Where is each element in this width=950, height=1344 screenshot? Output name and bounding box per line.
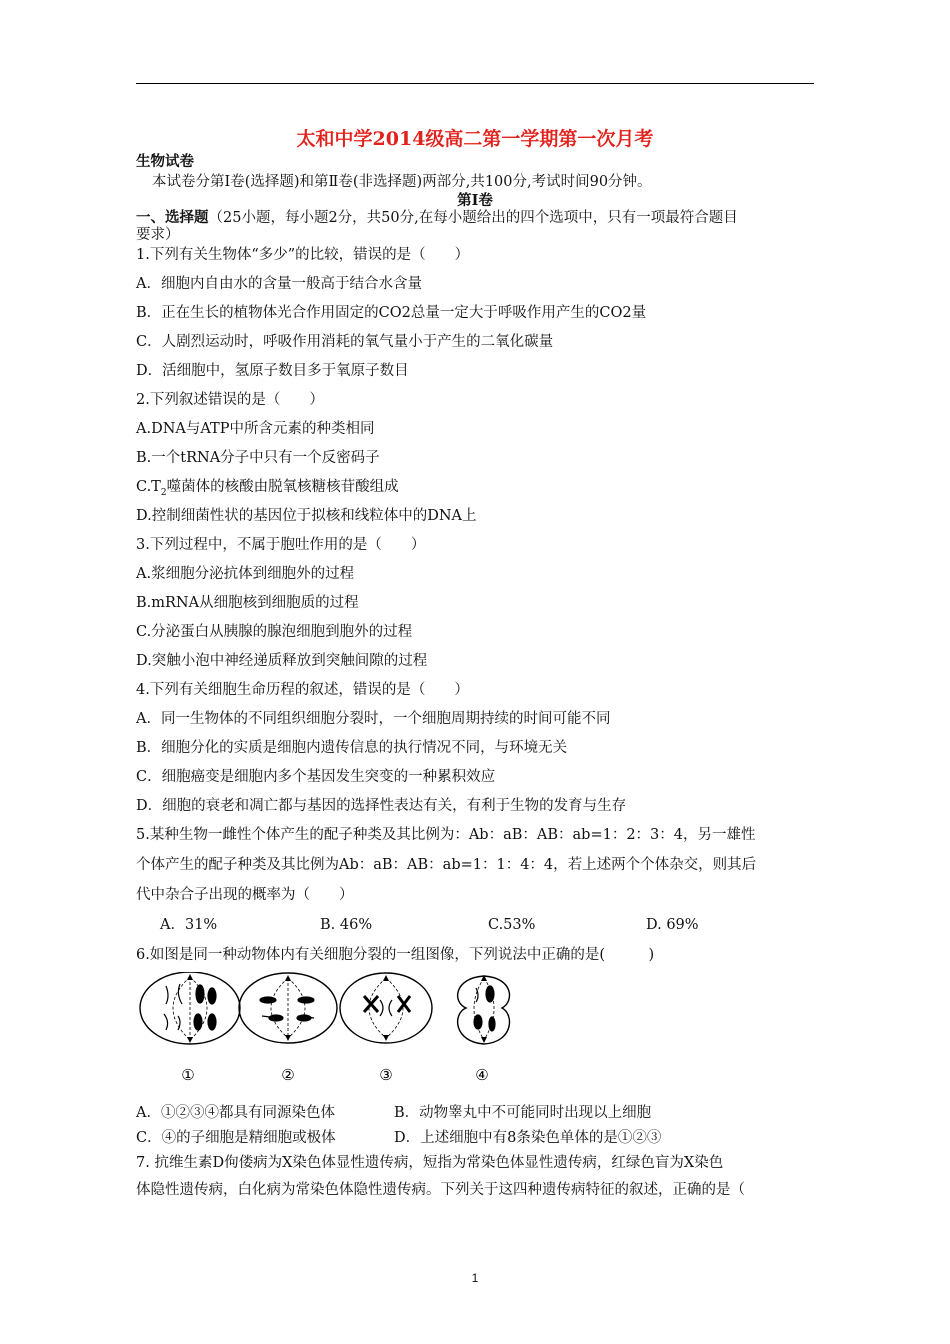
figure-label-1: ①: [181, 1066, 195, 1084]
exam-intro: 本试卷分第Ⅰ卷(选择题)和第Ⅱ卷(非选择题)两部分,共100分,考试时间90分钟。: [152, 174, 652, 190]
figure-label-3: ③: [379, 1066, 393, 1084]
exam-title: 太和中学2014级高二第一学期第一次月考: [296, 128, 654, 150]
cell-division-figure: [136, 972, 516, 1092]
q5-option-b: B. 46%: [320, 917, 373, 933]
part-heading: 第Ⅰ卷: [457, 192, 493, 209]
q6-options-row1: [136, 1103, 816, 1123]
q6-option-d: D．上述细胞中有8条染色单体的是①②③: [394, 1130, 662, 1146]
q4-stem: 4.下列有关细胞生命历程的叙述，错误的是（ ）: [136, 682, 469, 698]
subject-label: 生物试卷: [136, 153, 194, 170]
q3-option-c: C.分泌蛋白从胰腺的腺泡细胞到胞外的过程: [136, 624, 413, 640]
q4-option-c: C．细胞癌变是细胞内多个基因发生突变的一种累积效应: [136, 769, 496, 785]
q3-stem: 3.下列过程中，不属于胞吐作用的是（ ）: [136, 537, 426, 553]
q7-stem-line1: 7. 抗维生素D佝偻病为X染色体显性遗传病，短指为常染色体显性遗传病，红绿色盲为X染色: [136, 1155, 724, 1171]
q4-option-a: A．同一生物体的不同组织细胞分裂时，一个细胞周期持续的时间可能不同: [136, 711, 611, 727]
q2-stem: 2.下列叙述错误的是（ ）: [136, 392, 324, 408]
q5-stem-line3: 代中杂合子出现的概率为（ ）: [136, 887, 354, 903]
q2-option-d: D.控制细菌性状的基因位于拟核和线粒体中的DNA上: [136, 508, 477, 524]
q6-option-a: A．①②③④都具有同源染色体: [136, 1105, 335, 1121]
q1-option-a: A．细胞内自由水的含量一般高于结合水含量: [136, 276, 422, 292]
section-desc-line2: 要求）: [136, 227, 180, 243]
q5-stem-line1: 5.某种生物一雌性个体产生的配子种类及其比例为：Ab：aB：AB：ab=1：2：3：4，另一雄性: [136, 827, 756, 843]
q3-option-b: B.mRNA从细胞核到细胞质的过程: [136, 595, 359, 611]
cell-3-membrane: [340, 973, 432, 1043]
q5-options: [136, 915, 816, 935]
q6-stem: 6.如图是同一种动物体内有关细胞分裂的一组图像，下列说法中正确的是( ): [136, 947, 655, 963]
q4-option-b: B．细胞分化的实质是细胞内遗传信息的执行情况不同，与环境无关: [136, 740, 568, 756]
q7-stem-line2: 体隐性遗传病，白化病为常染色体隐性遗传病。下列关于这四种遗传病特征的叙述，正确的是（: [136, 1182, 745, 1198]
q5-option-a: A．31%: [160, 917, 218, 933]
cell-4-membrane: [458, 976, 510, 1044]
section-heading: 一、选择题: [136, 209, 209, 226]
q2-option-a: A.DNA与ATP中所含元素的种类相同: [136, 421, 375, 437]
section-desc: （25小题，每小题2分，共50分,在每小题给出的四个选项中，只有一项最符合题目: [208, 210, 738, 226]
q1-option-c: C．人剧烈运动时，呼吸作用消耗的氧气量小于产生的二氧化碳量: [136, 334, 554, 350]
chromosomes: [164, 984, 495, 1031]
q6-option-b: B．动物睾丸中不可能同时出现以上细胞: [394, 1105, 652, 1121]
q5-option-c: C.53%: [488, 917, 536, 933]
q1-stem: 1.下列有关生物体“多少”的比较，错误的是（ ）: [136, 247, 470, 263]
q6-option-c: C．④的子细胞是精细胞或极体: [136, 1130, 336, 1146]
q4-option-d: D．细胞的衰老和凋亡都与基因的选择性表达有关，有利于生物的发育与生存: [136, 798, 627, 814]
figure-label-4: ④: [475, 1066, 489, 1084]
q2-option-c: $C.T_2$噬菌体的核酸由脱氧核糖核苷酸组成: [136, 479, 399, 498]
q1-option-b: B．正在生长的植物体光合作用固定的CO2总量一定大于呼吸作用产生的CO2量: [136, 305, 647, 321]
header-rule: [136, 83, 814, 84]
q1-option-d: D．活细胞中，氢原子数目多于氧原子数目: [136, 363, 409, 379]
q6-options-row2: [136, 1128, 816, 1148]
page-number: 1: [471, 1271, 479, 1285]
q5-stem-line2: 个体产生的配子种类及其比例为Ab：aB：AB：ab=1：1：4：4，若上述两个个体杂交，则其后: [136, 857, 757, 873]
q3-option-d: D.突触小泡中神经递质释放到突触间隙的过程: [136, 653, 428, 669]
q3-option-a: A.浆细胞分泌抗体到细胞外的过程: [136, 566, 355, 582]
q2-option-b: B.一个tRNA分子中只有一个反密码子: [136, 450, 380, 466]
q5-option-d: D. 69%: [646, 917, 699, 933]
figure-label-2: ②: [281, 1066, 295, 1084]
